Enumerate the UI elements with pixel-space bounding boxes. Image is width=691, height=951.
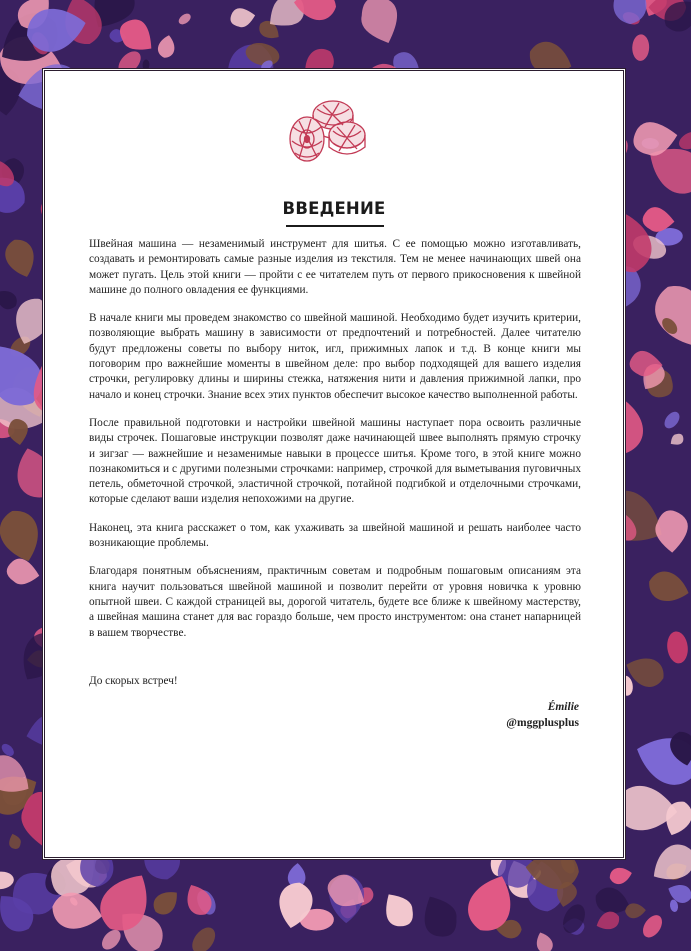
pattern-shape	[668, 431, 686, 448]
pattern-shape	[229, 6, 256, 28]
pattern-shape	[608, 865, 634, 886]
paragraph-2: В начале книги мы проведем знакомство со швейной машиной. Необходимо будет изучить критерии, позволяющие выбрать машину в зависимости от предпочтений и потребностей. Далее читателю будут предложены советы по выбору ниток, игл, прижимных лапок и т.д. В конце книги мы поговорим про важнейшие моменты в швейном деле: про выбор подходящей для вашего изделия строчки, регулировку длины и ширины стежка, натяжения нити и давления прижимной лапки, про начало и конец строчки. Знание всех этих пунктов обеспечит высокое качество выполненной работы.	[89, 312, 581, 401]
pattern-shape	[355, 0, 405, 49]
pattern-shape	[613, 0, 647, 24]
pattern-shape	[533, 930, 555, 951]
pattern-shape	[0, 505, 46, 567]
pattern-shape	[156, 34, 177, 60]
pattern-shape	[177, 11, 193, 26]
pattern-shape	[655, 510, 687, 552]
page-title: ВВЕДЕНИЕ	[282, 199, 386, 218]
pattern-shape	[4, 556, 42, 588]
author-name: Émilie	[547, 701, 579, 713]
title-underline	[286, 225, 384, 227]
pattern-shape	[0, 870, 15, 890]
pattern-shape	[647, 277, 691, 354]
signoff-text: До скорых встреч!	[89, 675, 178, 687]
pattern-shape	[415, 890, 463, 943]
paragraph-4: Наконец, эта книга расскажет о том, как ухаживать за швейной машиной и решать наиболее часто возникающие проблемы.	[89, 521, 581, 550]
paragraph-1: Швейная машина — незаменимый инструмент для шитья. С ее помощью можно изготавливать, создавать и ремонтировать самые разные изделия из текстиля. Тем не менее начинающих швей она может пугать. Цель этой книги — пройти с ее читателем путь от первого прикосновения к швейной машине до полного овладения ее функциями.	[89, 238, 581, 296]
pattern-shape	[7, 832, 23, 850]
yarn-spools-icon	[277, 95, 381, 171]
author-handle: @mggplusplus	[506, 717, 579, 729]
intro-text	[89, 237, 581, 654]
page-sheet	[44, 70, 624, 858]
pattern-shape	[149, 885, 184, 919]
pattern-shape	[645, 568, 691, 607]
pattern-shape	[662, 409, 683, 431]
pattern-shape	[0, 285, 21, 313]
pattern-shape	[377, 887, 419, 932]
pattern-shape	[676, 128, 691, 152]
pattern-shape	[142, 59, 149, 70]
pattern-shape	[1, 235, 40, 281]
pattern-shape	[645, 837, 691, 890]
paragraph-3: После правильной подготовки и настройки швейной машины наступает пора освоить различные виды строчек. Пошаговые инструкции позволят даже начинающей швее выполнять прямую строчку и зигзаг — важнейшие и незаменимые навыки в процессе шитья. Кроме того, в этой книге можно познакомиться и с другими полезными строчками: например, строчкой для выметывания пуговичных петель, обметочной строчкой, эластичной строчкой, потайной подгибкой и отделочными строчками, которые сделают ваши изделия непохожими на другие.	[89, 416, 581, 506]
pattern-shape	[665, 630, 689, 664]
paragraph-5: Благодаря понятным объяснениям, практичным советам и подробным пошаговым описаниям эта книга научит пользоваться швейной машиной и позволит перейти от уровня новичка к уровню опытной швеи. С каждой страницей вы, дорогой читатель, будете все ближе к швейному мастерству, а швейная машина станет для вас гораздо больше, чем просто инструментом: она станет напарницей в вашем творчестве.	[89, 565, 581, 639]
pattern-shape	[632, 34, 650, 61]
pattern-shape	[188, 923, 220, 951]
pattern-shape	[665, 880, 691, 906]
pattern-shape	[639, 912, 666, 941]
